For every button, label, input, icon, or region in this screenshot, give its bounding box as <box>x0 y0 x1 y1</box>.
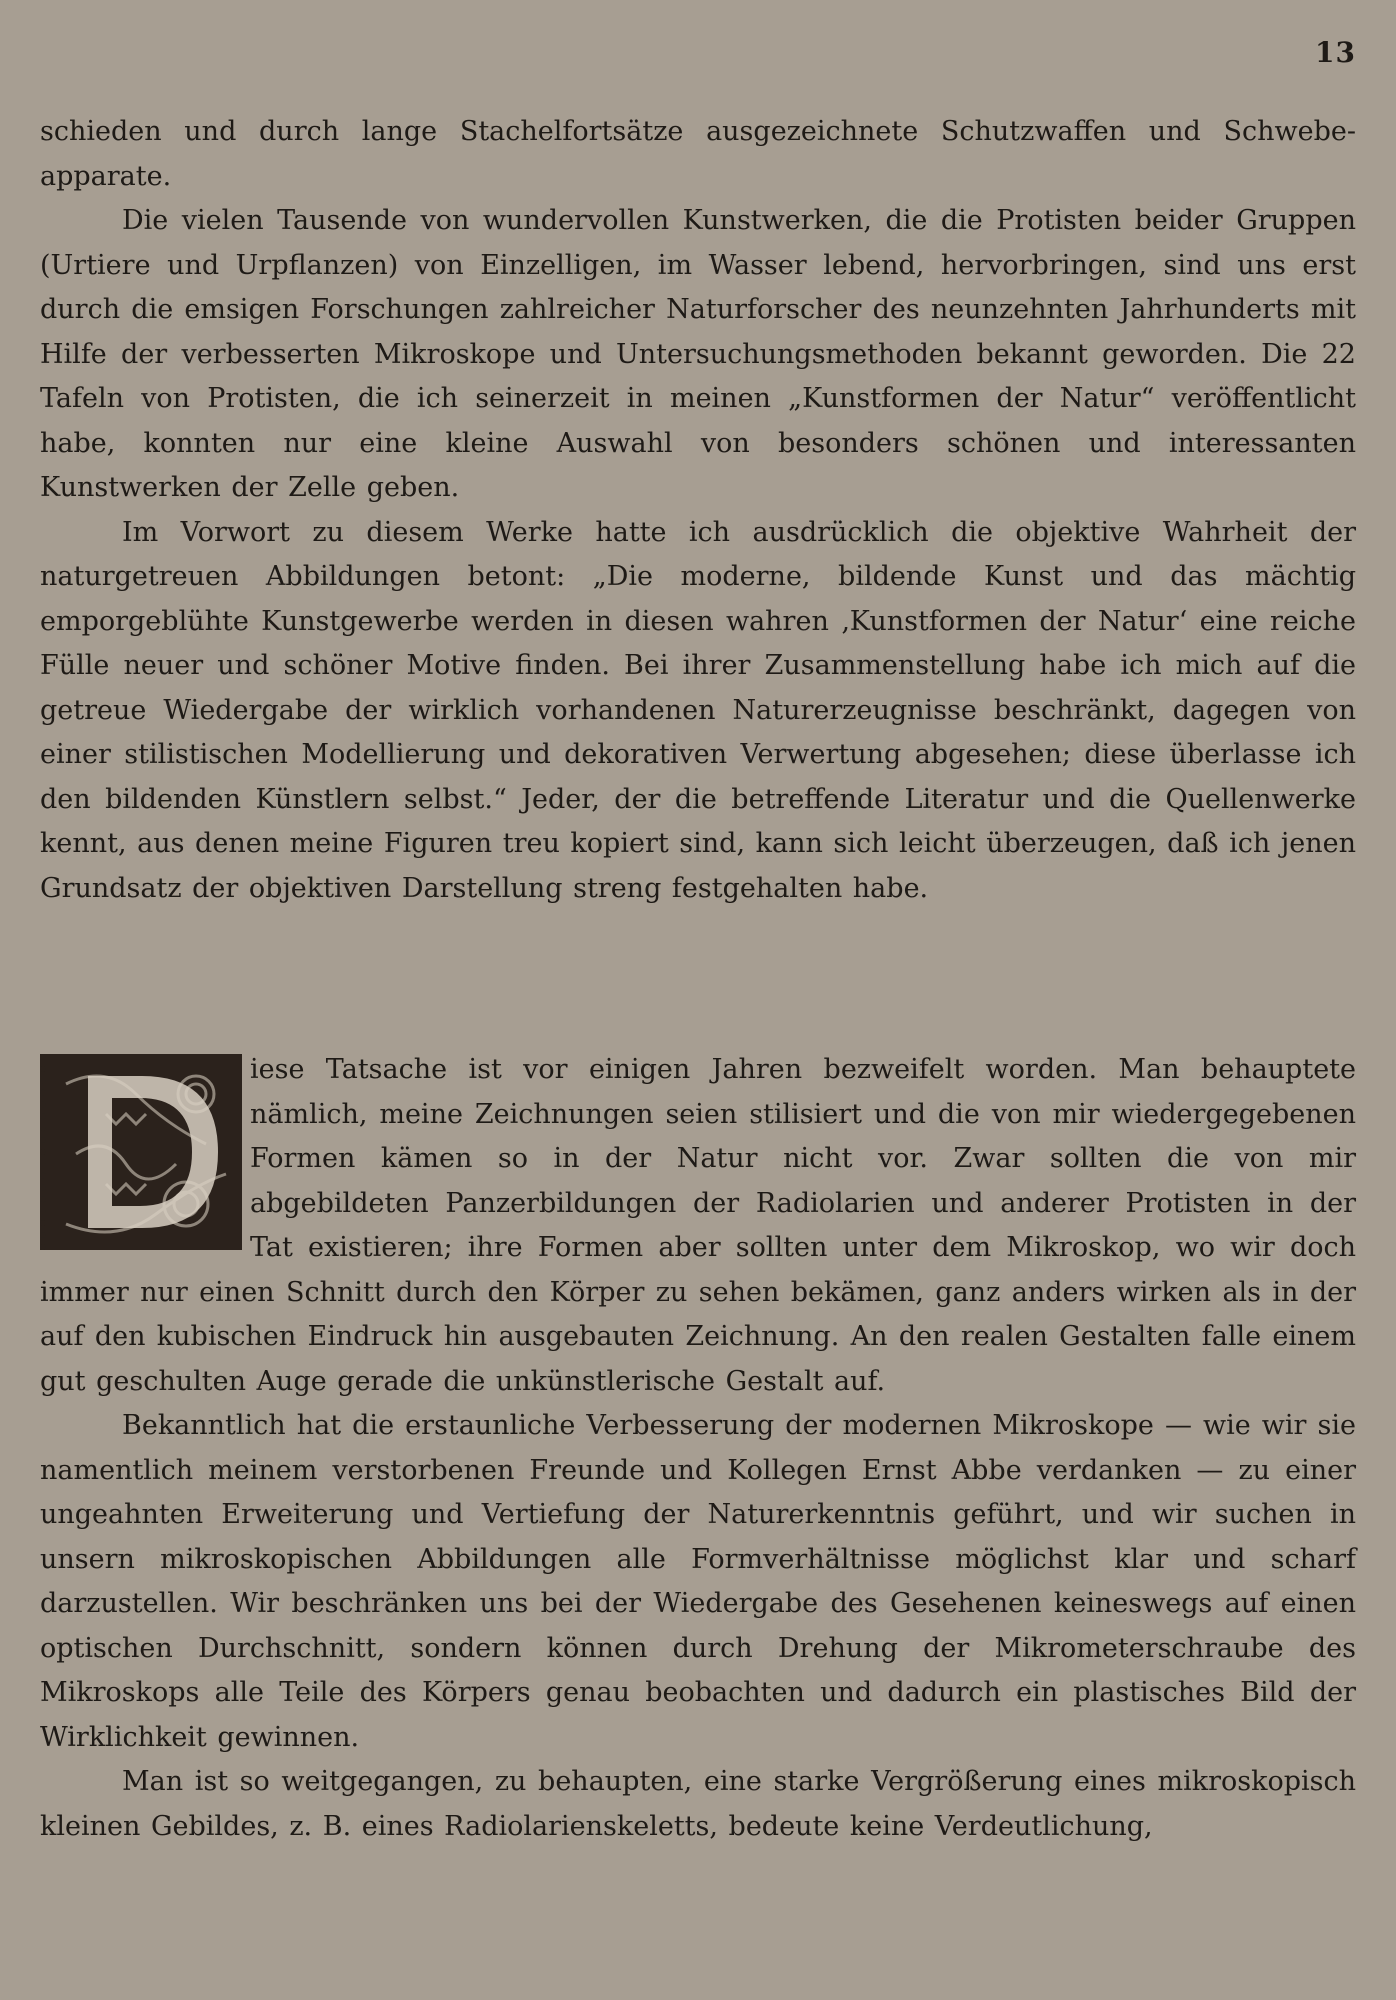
text-section-1 <box>40 110 1356 911</box>
paragraph-text: iese Tatsache ist vor einigen Jahren bezweifelt worden. Man behauptete nämlich, meine Zeichnungen seien stilisiert und die von mir wiedergegebenen Formen kämen so in der Natur nicht vor. Zwar sollten die von mir abgebildeten Panzerbildungen der Radiolarien und anderer Protisten in der Tat existieren; ihre Formen aber sollten unter dem Mikroskop, wo wir doch immer nur einen Schnitt durch den Körper zu sehen bekämen, ganz anders wirken als in der auf den kubischen Eindruck hin ausgebauten Zeichnung. An den realen Gestalten falle einem gut geschulten Auge gerade die unkünstlerische Gestalt auf. <box>40 1054 1356 1397</box>
text-section-2 <box>40 1048 1356 1849</box>
paragraph: Die vielen Tausende von wundervollen Kunstwerken, die die Protisten beider Gruppen (Urtiere und Urpflanzen) von Einzelligen, im Wasser lebend, hervorbringen, sind uns erst durch die emsigen Forschungen zahlreicher Naturforscher des neunzehnten Jahrhunderts mit Hilfe der verbesserten Mikroskope und Untersuchungsmethoden bekannt geworden. Die 22 Tafeln von Protisten, die ich seinerzeit in meinen „Kunstformen der Natur“ veröffentlicht habe, konnten nur eine kleine Auswahl von besonders schönen und interessanten Kunstwerken der Zelle geben. <box>40 205 1356 503</box>
page-number: 13 <box>1315 36 1356 69</box>
ornamental-initial-icon <box>40 1054 242 1250</box>
paragraph: Bekanntlich hat die erstaunliche Verbesserung der modernen Mikroskope — wie wir sie namentlich meinem verstorbenen Freunde und Kollegen Ernst Abbe verdanken — zu einer ungeahnten Erweiterung und Vertiefung der Naturerkenntnis geführt, und wir suchen in unsern mikroskopischen Abbildungen alle Formverhältnisse möglichst klar und scharf darzustellen. Wir beschränken uns bei der Wiedergabe des Gesehenen keineswegs auf einen optischen Durchschnitt, sondern können durch Drehung der Mikrometerschraube des Mikroskops alle Teile des Körpers genau beobachten und dadurch ein plastisches Bild der Wirklichkeit gewinnen. <box>40 1410 1356 1753</box>
paragraph: Im Vorwort zu diesem Werke hatte ich ausdrücklich die objektive Wahrheit der naturgetreuen Abbildungen betont: „Die moderne, bildende Kunst und das mächtig emporgeblühte Kunstgewerbe werden in diesen wahren ‚Kunstformen der Natur‘ eine reiche Fülle neuer und schöner Motive finden. Bei ihrer Zusammenstellung habe ich mich auf die getreue Wiedergabe der wirklich vorhandenen Naturerzeugnisse beschränkt, dagegen von einer stilistischen Modellierung und dekorativen Verwertung abgesehen; diese überlasse ich den bildenden Künstlern selbst.“ Jeder, der die betreffende Literatur und die Quellenwerke kennt, aus denen meine Figuren treu kopiert sind, kann sich leicht überzeugen, daß ich jenen Grundsatz der objektiven Darstellung streng festgehalten habe. <box>40 516 1357 904</box>
paragraph-with-initial <box>40 1048 1356 1404</box>
paragraph: Man ist so weitgegangen, zu behaupten, eine starke Vergrößerung eines mikroskopisch kleinen Gebildes, z. B. eines Radiolarienskeletts, bedeute keine Verdeutlichung, <box>40 1766 1356 1842</box>
paragraph: schieden und durch lange Stachelfortsätze ausgezeichnete Schutzwaffen und Schwebe-apparate. <box>40 116 1356 192</box>
